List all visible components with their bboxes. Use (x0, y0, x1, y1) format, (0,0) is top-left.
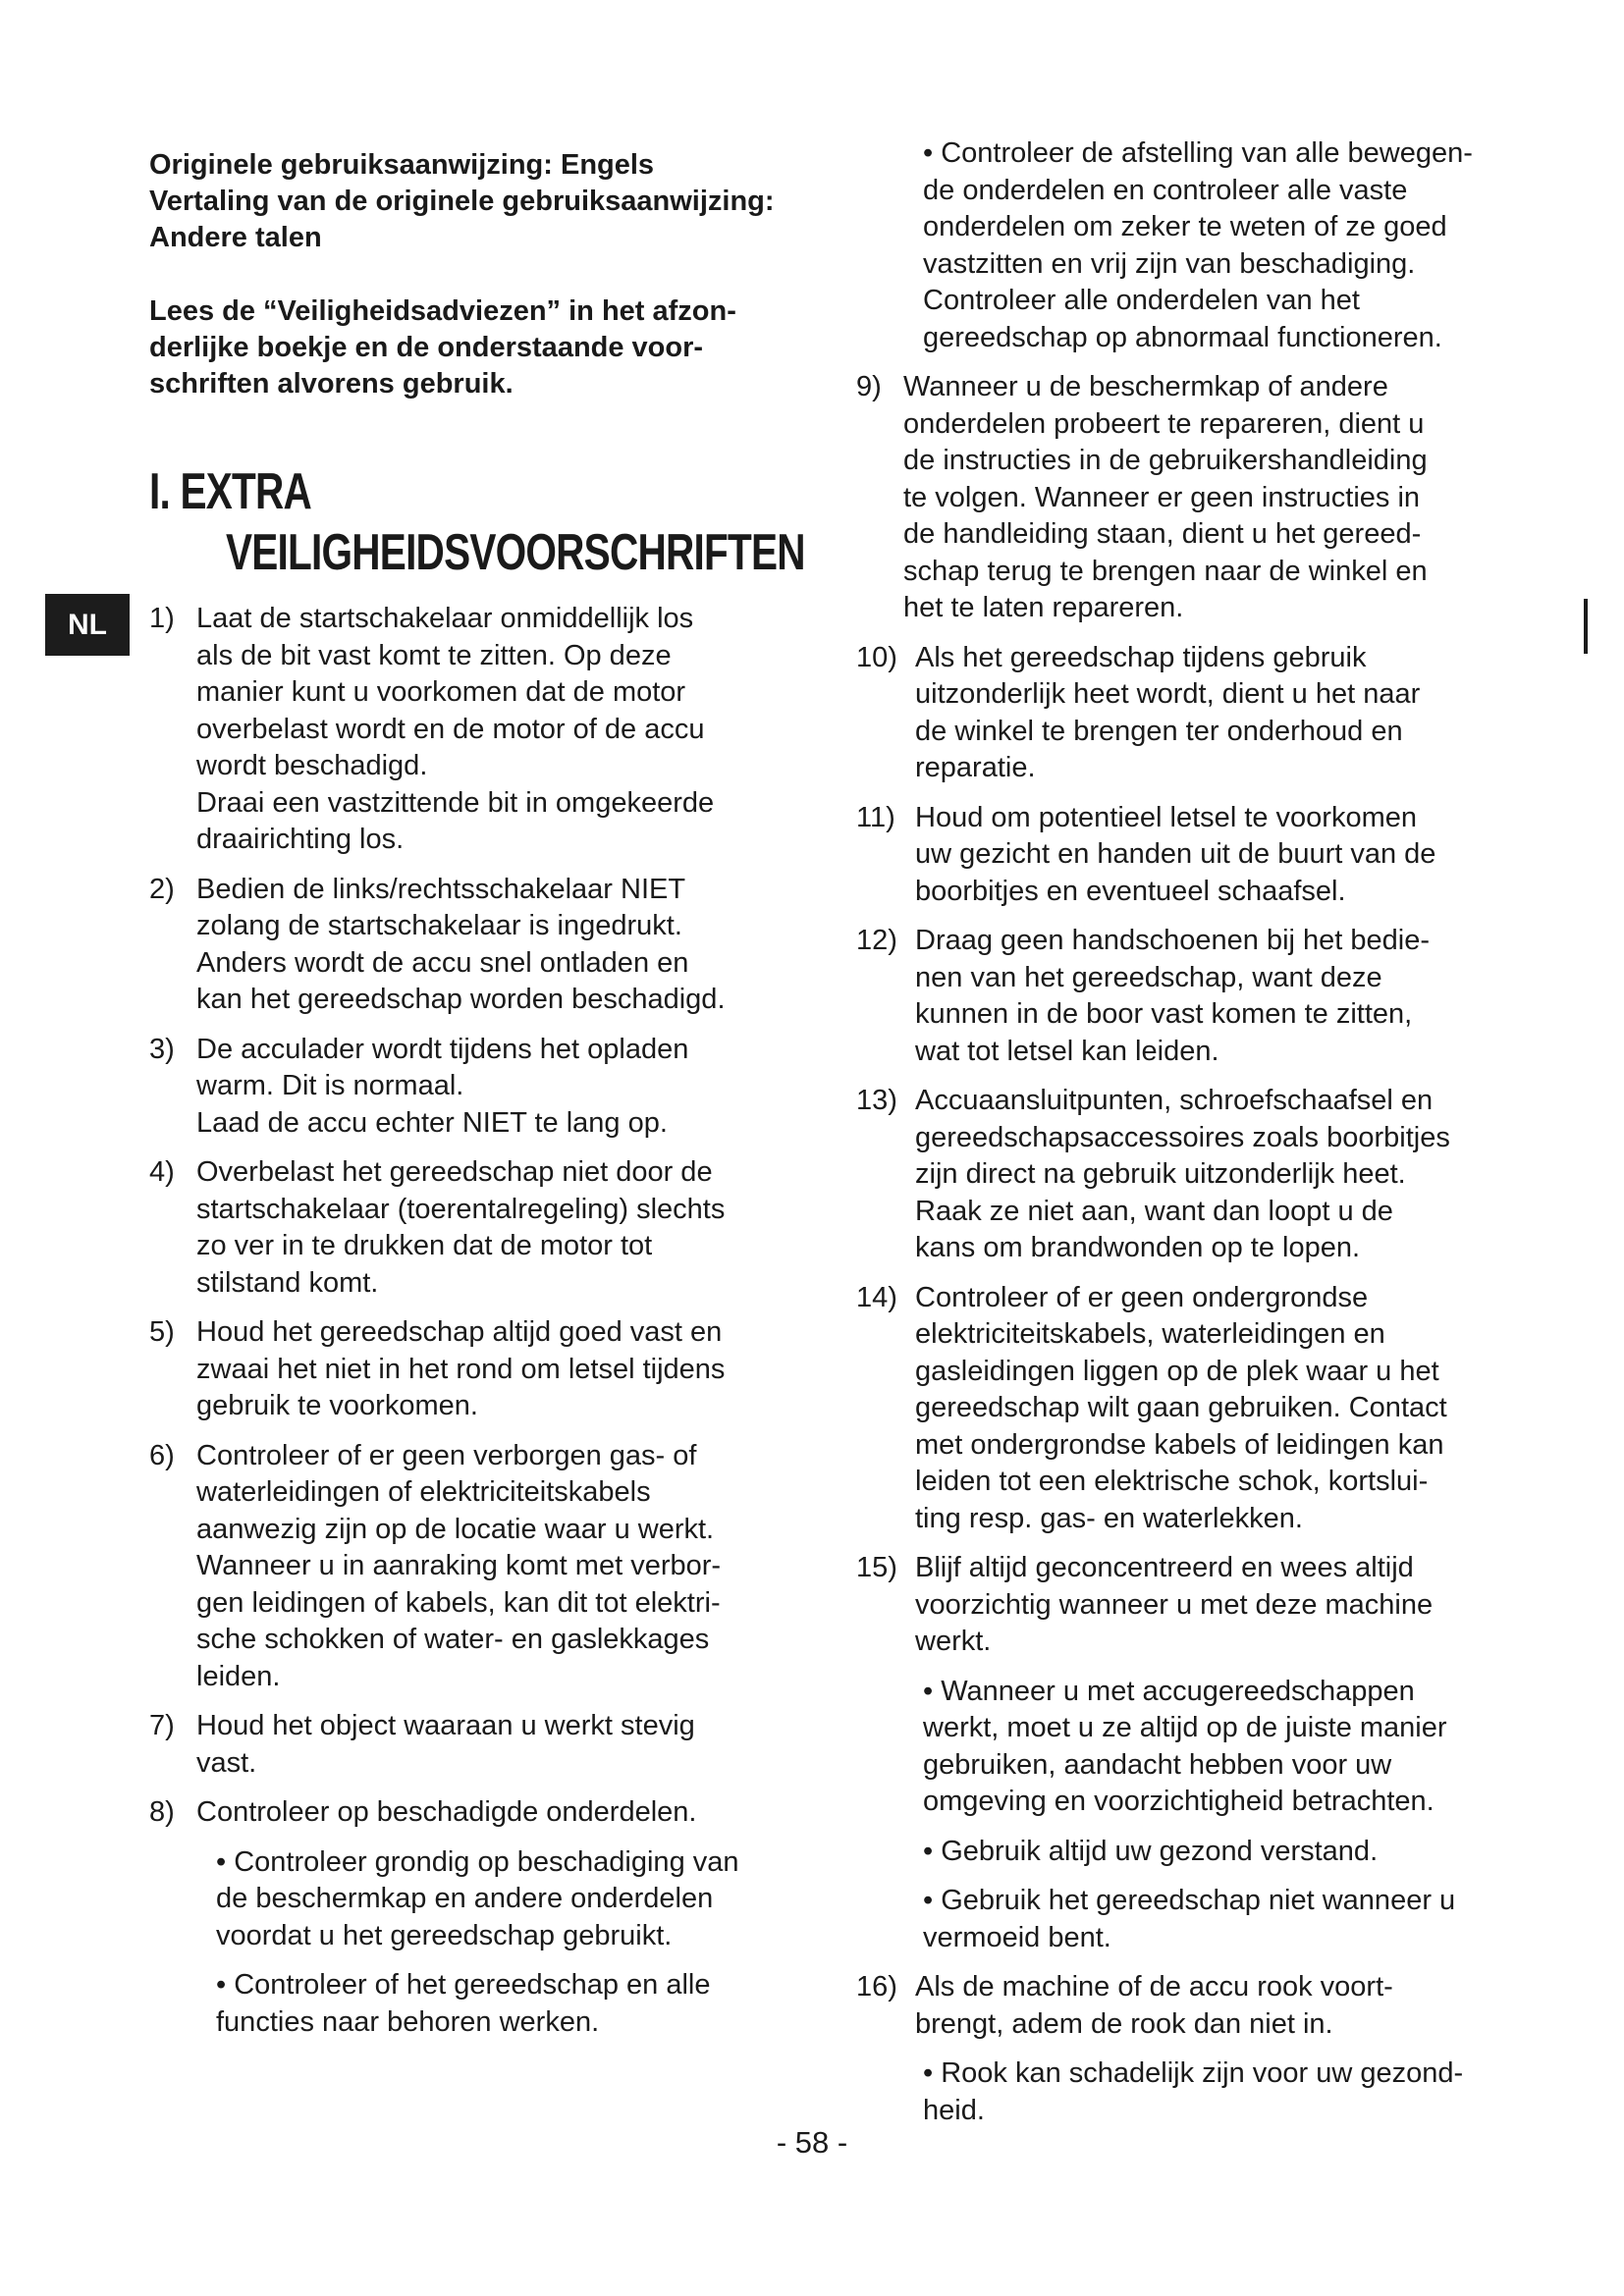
list-item (856, 1550, 1485, 1661)
item-number: 5) (149, 1316, 175, 1348)
list-item (149, 601, 778, 859)
item-number: 14) (856, 1281, 897, 1313)
list-item (149, 1032, 778, 1143)
left-column (149, 147, 805, 2054)
item-text: Controleer of er geen verborgen gas- of waterleidingen of elektriciteitskabels aanwezig zijn op de locatie waar u werkt. Wanneer u in aanraking komt met verbor- gen leidingen of kabels, kan dit tot elektri- sche schokken of water- en gaslekkages leiden. (196, 1439, 722, 1692)
item-text: Controleer op beschadigde onderdelen. (196, 1796, 697, 1828)
left-item-list (149, 601, 778, 2041)
list-item (856, 640, 1485, 787)
list-item (149, 1154, 778, 1302)
bullet-item: • Wanneer u met accugereedschappen werkt, moet u ze altijd op de juiste manier gebruiken, aandacht hebben voor uw omgeving en voorzichtigheid betrachten. (923, 1675, 1447, 1817)
item-number: 4) (149, 1156, 175, 1188)
intro-original-language: Originele gebruiksaanwijzing: Engels Vertaling van de originele gebruiksaanwijzing: Andere talen (149, 149, 775, 253)
item-number: 16) (856, 1971, 897, 2002)
margin-mark (1584, 599, 1588, 654)
list-item (149, 1438, 778, 1696)
item-number: 9) (856, 371, 882, 402)
list-item (856, 800, 1485, 911)
right-column (856, 135, 1485, 2142)
item-text: Wanneer u de beschermkap of andere onderdelen probeert te repareren, dient u de instructies in de gebruikershandleiding te volgen. Wanneer er geen instructies in de handleiding staan, dient u het gereed- schap terug te brengen naar de winkel en het te laten repareren. (903, 371, 1428, 623)
item-text: Als de machine of de accu rook voort- brengt, adem de rook dan niet in. (915, 1971, 1393, 2040)
item-number: 10) (856, 641, 897, 673)
item-text: Overbelast het gereedschap niet door de startschakelaar (toerentalregeling) slechts zo ver in te drukken dat de motor tot stilstand komt. (196, 1156, 726, 1299)
item-number: 12) (856, 925, 897, 956)
item-text: Houd het object waaraan u werkt stevig vast. (196, 1710, 695, 1779)
bullet-item: • Gebruik het gereedschap niet wanneer u vermoeid bent. (923, 1885, 1456, 1953)
section-title: I. EXTRA VEILIGHEIDSVOORSCHRIFTEN (149, 463, 805, 581)
item-number: 15) (856, 1552, 897, 1583)
item-number: 7) (149, 1710, 175, 1741)
item-text: Draag geen handschoenen bij het bedie- nen van het gereedschap, want deze kunnen in de boor vast komen te zitten, wat tot letsel kan leiden. (915, 925, 1431, 1067)
list-item (149, 1794, 778, 1832)
item-text: Houd het gereedschap altijd goed vast en zwaai het niet in het rond om letsel tijdens gebruik te voorkomen. (196, 1316, 726, 1421)
list-item (856, 1083, 1485, 1267)
item-number: 8) (149, 1796, 175, 1828)
list-item (149, 872, 778, 1019)
list-item (856, 1280, 1485, 1538)
item-number: 11) (856, 801, 895, 833)
list-item (856, 369, 1485, 627)
bullet-item: • Controleer de afstelling van alle bewegen- de onderdelen en controleer alle vaste onderdelen om zeker te weten of ze goed vastzitten en vrij zijn van beschadiging. Controleer alle onderdelen van het gereedschap op abnormaal functioneren. (923, 137, 1473, 353)
item-number: 2) (149, 873, 175, 905)
item-text: Bedien de links/rechtsschakelaar NIET zolang de startschakelaar is ingedrukt. Anders wordt de accu snel ontladen en kan het gereedschap worden beschadigd. (196, 873, 726, 1015)
item-text: De acculader wordt tijdens het opladen warm. Dit is normaal. Laad de accu echter NIET te lang op. (196, 1033, 689, 1139)
item-text: Blijf altijd geconcentreerd en wees altijd voorzichtig wanneer u met deze machine werkt. (915, 1552, 1434, 1657)
bullet-item: • Rook kan schadelijk zijn voor uw gezond- heid. (923, 2057, 1464, 2126)
bullet-item: • Controleer grondig op beschadiging van de beschermkap en andere onderdelen voordat u het gereedschap gebruikt. (216, 1845, 739, 1951)
list-item (856, 923, 1485, 1070)
bullet-item: • Gebruik altijd uw gezond verstand. (923, 1835, 1379, 1867)
page-number: - 58 - (776, 2125, 848, 2160)
list-item (149, 1314, 778, 1425)
item-number: 13) (856, 1085, 897, 1116)
item-text: Controleer of er geen ondergrondse elektriciteitskabels, waterleidingen en gasleidingen liggen op de plek waar u het gereedschap wilt gaan gebruiken. Contact met ondergrondse kabels of leidingen kan leiden tot een elektrische schok, kortslui- ting resp. gas- en waterlekken. (915, 1281, 1447, 1534)
item-text: Als het gereedschap tijdens gebruik uitzonderlijk heet wordt, dient u het naar de winkel te brengen ter onderhoud en reparatie. (915, 641, 1421, 783)
item-text: Accuaansluitpunten, schroefschaafsel en gereedschapsaccessoires zoals boorbitjes zijn direct na gebruik uitzonderlijk heet. Raak ze niet aan, want dan loopt u de kans om brandwonden op te lopen. (915, 1085, 1450, 1263)
item-text: Laat de startschakelaar onmiddellijk los als de bit vast komt te zitten. Op deze manier kunt u voorkomen dat de motor overbelast wordt en de motor of de accu wordt beschadigd. Draai een vastzittende bit in omgekeerde draairichting los. (196, 603, 715, 855)
bullet-item: • Controleer of het gereedschap en alle functies naar behoren werken. (216, 1969, 711, 2038)
right-item-list (856, 135, 1485, 2129)
language-tab: NL (45, 594, 130, 656)
item-number: 6) (149, 1439, 175, 1471)
intro-read-safety: Lees de “Veiligheidsadviezen” in het afzon- derlijke boekje en de onderstaande voor- schriften alvorens gebruik. (149, 295, 736, 400)
item-number: 3) (149, 1033, 175, 1065)
list-item (149, 1708, 778, 1782)
item-number: 1) (149, 603, 175, 634)
item-text: Houd om potentieel letsel te voorkomen uw gezicht en handen uit de buurt van de boorbitjes en eventueel schaafsel. (915, 801, 1436, 907)
list-item (856, 1969, 1485, 2043)
